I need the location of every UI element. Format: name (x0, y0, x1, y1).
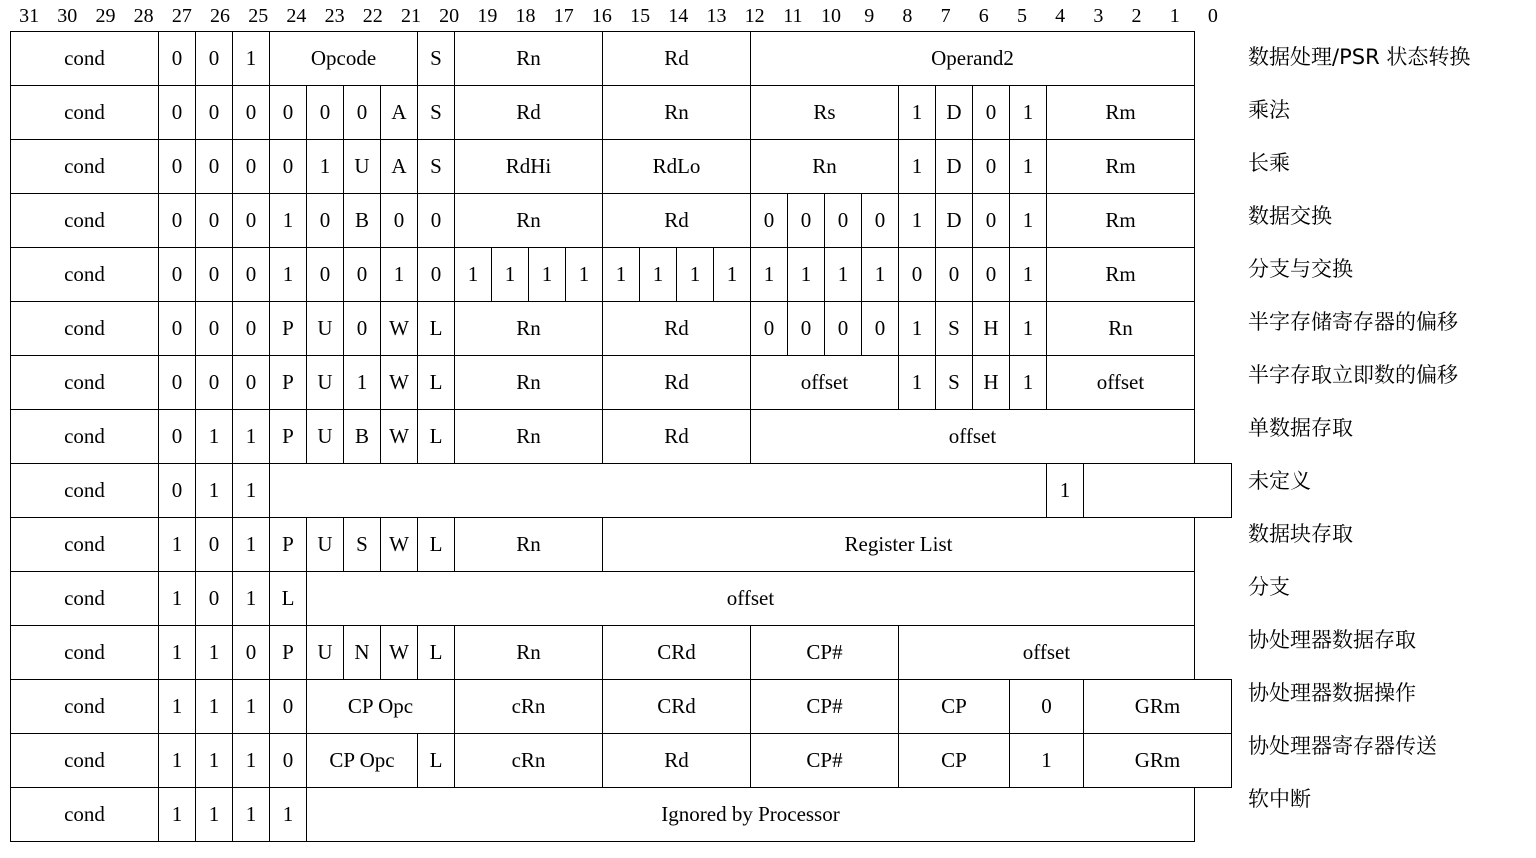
table-row (11, 356, 1232, 410)
instruction-caption: 乘法 (1248, 98, 1290, 122)
bit-number: 1 (1169, 5, 1180, 27)
encoding-field: 1 (603, 248, 640, 302)
encoding-field: Rm (1047, 140, 1195, 194)
encoding-field: 0 (307, 194, 344, 248)
bit-number-ruler (10, 4, 1232, 30)
instruction-encoding-table (10, 31, 1232, 842)
encoding-field: 0 (159, 302, 196, 356)
table-row (11, 194, 1232, 248)
encoding-field: 1 (677, 248, 714, 302)
bit-number: 6 (978, 5, 989, 27)
encoding-field: 0 (788, 302, 825, 356)
encoding-field: 1 (270, 248, 307, 302)
bit-number: 30 (57, 5, 78, 27)
encoding-field: 1 (159, 680, 196, 734)
encoding-field: D (936, 194, 973, 248)
encoding-field-empty (270, 464, 1047, 518)
encoding-field: L (418, 518, 455, 572)
encoding-field: Rn (1047, 302, 1195, 356)
encoding-field: 0 (233, 302, 270, 356)
bit-number: 28 (133, 5, 154, 27)
encoding-field: L (270, 572, 307, 626)
encoding-field: cond (11, 302, 159, 356)
encoding-field: 0 (270, 140, 307, 194)
bit-number: 26 (210, 5, 231, 27)
encoding-field: 0 (788, 194, 825, 248)
bit-number: 11 (783, 5, 803, 27)
instruction-caption: 分支与交换 (1248, 257, 1353, 281)
encoding-field: 1 (899, 86, 936, 140)
encoding-field: 0 (751, 194, 788, 248)
encoding-field: offset (751, 356, 899, 410)
encoding-field: 0 (973, 194, 1010, 248)
encoding-field: 0 (159, 140, 196, 194)
table-row (11, 410, 1232, 464)
encoding-field: L (418, 410, 455, 464)
encoding-field: 0 (344, 86, 381, 140)
encoding-field: 1 (1010, 356, 1047, 410)
encoding-field: CP# (751, 626, 899, 680)
encoding-field: 0 (233, 140, 270, 194)
bit-number: 8 (902, 5, 913, 27)
encoding-field: Rm (1047, 248, 1195, 302)
encoding-field: 1 (196, 680, 233, 734)
encoding-field: 0 (196, 518, 233, 572)
encoding-field: 1 (159, 788, 196, 842)
encoding-field: CP Opc (307, 734, 418, 788)
encoding-field: 0 (233, 626, 270, 680)
encoding-field: 0 (344, 248, 381, 302)
encoding-field: cond (11, 356, 159, 410)
encoding-field: Rd (603, 302, 751, 356)
encoding-field: 0 (159, 194, 196, 248)
instruction-caption: 分支 (1248, 575, 1290, 599)
encoding-field: 0 (233, 86, 270, 140)
encoding-field: 1 (1010, 248, 1047, 302)
encoding-field: 0 (159, 464, 196, 518)
encoding-field: 1 (344, 356, 381, 410)
table-row (11, 572, 1232, 626)
encoding-field: cRn (455, 680, 603, 734)
encoding-field: 0 (862, 194, 899, 248)
encoding-field: 1 (381, 248, 418, 302)
encoding-field: 0 (233, 194, 270, 248)
encoding-field: 0 (973, 140, 1010, 194)
bit-number: 10 (821, 5, 842, 27)
encoding-field: Rn (751, 140, 899, 194)
encoding-field: CP# (751, 734, 899, 788)
encoding-field: U (307, 302, 344, 356)
encoding-field: Rm (1047, 194, 1195, 248)
encoding-field: GRm (1084, 734, 1232, 788)
encoding-field: 1 (751, 248, 788, 302)
encoding-field: offset (751, 410, 1195, 464)
instruction-caption: 数据交换 (1248, 204, 1332, 228)
encoding-field: 1 (233, 734, 270, 788)
bit-number: 18 (515, 5, 536, 27)
table-row (11, 32, 1232, 86)
encoding-field: 0 (751, 302, 788, 356)
encoding-field: D (936, 140, 973, 194)
encoding-field: P (270, 626, 307, 680)
encoding-field: 1 (899, 302, 936, 356)
encoding-field: 0 (973, 86, 1010, 140)
encoding-field: 1 (196, 734, 233, 788)
encoding-field: 0 (196, 32, 233, 86)
encoding-field: 0 (270, 734, 307, 788)
bit-number: 25 (248, 5, 269, 27)
encoding-field: CP (899, 734, 1010, 788)
encoding-field: U (307, 356, 344, 410)
encoding-field: 1 (862, 248, 899, 302)
encoding-field: Rn (603, 86, 751, 140)
encoding-field: 1 (1047, 464, 1084, 518)
encoding-field: 1 (1010, 86, 1047, 140)
encoding-field: L (418, 626, 455, 680)
encoding-field: 0 (825, 302, 862, 356)
encoding-field: W (381, 518, 418, 572)
encoding-field: 1 (1010, 734, 1084, 788)
encoding-field: Rm (1047, 86, 1195, 140)
encoding-field: 1 (640, 248, 677, 302)
encoding-field: Rn (455, 302, 603, 356)
encoding-field: S (418, 86, 455, 140)
encoding-field: offset (899, 626, 1195, 680)
encoding-field: 0 (233, 356, 270, 410)
encoding-field: H (973, 356, 1010, 410)
table-row (11, 140, 1232, 194)
encoding-field: P (270, 518, 307, 572)
encoding-field: S (936, 356, 973, 410)
encoding-field: 0 (270, 680, 307, 734)
instruction-caption: 半字存储寄存器的偏移 (1248, 310, 1458, 334)
encoding-field: 0 (159, 248, 196, 302)
table-row (11, 464, 1232, 518)
encoding-field: 0 (196, 302, 233, 356)
encoding-field: 0 (307, 86, 344, 140)
encoding-field: 0 (196, 194, 233, 248)
encoding-field: cond (11, 788, 159, 842)
encoding-field: S (418, 32, 455, 86)
encoding-field: L (418, 734, 455, 788)
encoding-field: cond (11, 734, 159, 788)
encoding-field: RdLo (603, 140, 751, 194)
encoding-field: Rd (603, 32, 751, 86)
encoding-field: Rn (455, 518, 603, 572)
encoding-field: 1 (159, 518, 196, 572)
bit-number: 21 (400, 5, 421, 27)
encoding-field: 1 (899, 140, 936, 194)
encoding-field: 0 (825, 194, 862, 248)
encoding-field: GRm (1084, 680, 1232, 734)
encoding-field: cond (11, 464, 159, 518)
encoding-field: 0 (159, 410, 196, 464)
table-row (11, 626, 1232, 680)
encoding-field: D (936, 86, 973, 140)
encoding-field: Rd (455, 86, 603, 140)
encoding-field: cond (11, 518, 159, 572)
encoding-field: cond (11, 410, 159, 464)
encoding-field: 0 (307, 248, 344, 302)
bit-number: 3 (1093, 5, 1104, 27)
encoding-field: 1 (159, 572, 196, 626)
encoding-field: B (344, 194, 381, 248)
instruction-caption: 长乘 (1248, 151, 1290, 175)
encoding-field: S (418, 140, 455, 194)
bit-number: 19 (477, 5, 498, 27)
instruction-encoding-body (11, 32, 1232, 842)
bit-number: 2 (1131, 5, 1142, 27)
encoding-field: Rn (455, 410, 603, 464)
encoding-field: P (270, 410, 307, 464)
encoding-field: 1 (714, 248, 751, 302)
instruction-caption: 未定义 (1248, 469, 1311, 493)
encoding-field: Rd (603, 734, 751, 788)
encoding-field: Rs (751, 86, 899, 140)
encoding-field: 0 (159, 32, 196, 86)
encoding-field: W (381, 626, 418, 680)
encoding-field: 1 (1010, 302, 1047, 356)
encoding-field: Rd (603, 356, 751, 410)
encoding-field: Rn (455, 32, 603, 86)
encoding-field: U (307, 626, 344, 680)
bit-number: 22 (362, 5, 383, 27)
encoding-field: S (936, 302, 973, 356)
encoding-field: Rn (455, 626, 603, 680)
encoding-field: 1 (492, 248, 529, 302)
encoding-field: Opcode (270, 32, 418, 86)
encoding-field: 0 (381, 194, 418, 248)
instruction-caption: 单数据存取 (1248, 416, 1353, 440)
encoding-field: W (381, 302, 418, 356)
encoding-field: RdHi (455, 140, 603, 194)
encoding-field: 1 (233, 518, 270, 572)
bit-number: 9 (864, 5, 875, 27)
bit-number: 4 (1055, 5, 1066, 27)
encoding-field: P (270, 356, 307, 410)
encoding-field: 0 (418, 194, 455, 248)
encoding-field: 0 (270, 86, 307, 140)
encoding-field: W (381, 410, 418, 464)
encoding-field: U (344, 140, 381, 194)
encoding-field: 1 (899, 194, 936, 248)
encoding-field: 0 (159, 356, 196, 410)
encoding-field: Rd (603, 410, 751, 464)
encoding-field-empty (1084, 464, 1232, 518)
encoding-field: cRn (455, 734, 603, 788)
encoding-field: 1 (196, 788, 233, 842)
instruction-caption: 协处理器数据存取 (1248, 628, 1416, 652)
encoding-field: 1 (825, 248, 862, 302)
encoding-field: 1 (899, 356, 936, 410)
bit-number: 5 (1016, 5, 1027, 27)
encoding-field: 1 (196, 626, 233, 680)
encoding-field: 1 (270, 194, 307, 248)
bit-number: 29 (95, 5, 116, 27)
encoding-field: 1 (233, 572, 270, 626)
bit-number: 27 (171, 5, 192, 27)
bit-number: 17 (553, 5, 574, 27)
encoding-field: 1 (1010, 140, 1047, 194)
encoding-field: CP Opc (307, 680, 455, 734)
encoding-field: 0 (418, 248, 455, 302)
table-row (11, 788, 1232, 842)
table-row (11, 86, 1232, 140)
encoding-field: 0 (233, 248, 270, 302)
instruction-caption: 协处理器数据操作 (1248, 681, 1416, 705)
encoding-field: L (418, 356, 455, 410)
encoding-field: 1 (159, 626, 196, 680)
encoding-field: cond (11, 248, 159, 302)
encoding-field: 0 (973, 248, 1010, 302)
encoding-field: L (418, 302, 455, 356)
encoding-field: 0 (1010, 680, 1084, 734)
encoding-field: Operand2 (751, 32, 1195, 86)
encoding-field: Rd (603, 194, 751, 248)
bit-number: 13 (706, 5, 727, 27)
encoding-field: N (344, 626, 381, 680)
encoding-field: 0 (862, 302, 899, 356)
instruction-caption: 半字存取立即数的偏移 (1248, 363, 1458, 387)
encoding-field: cond (11, 140, 159, 194)
encoding-field: H (973, 302, 1010, 356)
encoding-field: cond (11, 626, 159, 680)
encoding-field: 0 (196, 356, 233, 410)
encoding-field: 1 (196, 410, 233, 464)
encoding-field: cond (11, 32, 159, 86)
encoding-field: 0 (196, 572, 233, 626)
encoding-field: 0 (196, 86, 233, 140)
encoding-field: 0 (936, 248, 973, 302)
bit-number: 0 (1207, 5, 1218, 27)
table-row (11, 680, 1232, 734)
encoding-field: 1 (233, 410, 270, 464)
encoding-field: A (381, 86, 418, 140)
encoding-field: 1 (455, 248, 492, 302)
table-row (11, 734, 1232, 788)
encoding-field: 1 (788, 248, 825, 302)
encoding-field: 0 (899, 248, 936, 302)
encoding-field: 1 (270, 788, 307, 842)
encoding-field: B (344, 410, 381, 464)
encoding-field: 1 (566, 248, 603, 302)
encoding-field: 1 (233, 680, 270, 734)
encoding-field: Rn (455, 194, 603, 248)
table-row (11, 302, 1232, 356)
encoding-field: cond (11, 86, 159, 140)
encoding-field: 1 (307, 140, 344, 194)
encoding-field: cond (11, 680, 159, 734)
bit-number: 7 (940, 5, 951, 27)
encoding-field: S (344, 518, 381, 572)
bit-number: 14 (668, 5, 689, 27)
instruction-caption: 软中断 (1248, 787, 1311, 811)
instruction-caption: 协处理器寄存器传送 (1248, 734, 1437, 758)
encoding-field: 1 (1010, 194, 1047, 248)
encoding-field: Ignored by Processor (307, 788, 1195, 842)
encoding-field: cond (11, 572, 159, 626)
table-row (11, 518, 1232, 572)
encoding-field: Register List (603, 518, 1195, 572)
instruction-caption-list (1248, 31, 1534, 826)
encoding-field: 0 (344, 302, 381, 356)
encoding-field: CP# (751, 680, 899, 734)
bit-number: 16 (591, 5, 612, 27)
encoding-field: offset (307, 572, 1195, 626)
encoding-field: 1 (159, 734, 196, 788)
bit-number: 12 (744, 5, 765, 27)
encoding-field: 1 (529, 248, 566, 302)
encoding-field: CP (899, 680, 1010, 734)
encoding-field: CRd (603, 680, 751, 734)
encoding-field: CRd (603, 626, 751, 680)
encoding-field: W (381, 356, 418, 410)
bit-number: 24 (286, 5, 307, 27)
bit-number: 23 (324, 5, 345, 27)
encoding-field: 1 (233, 464, 270, 518)
table-row (11, 248, 1232, 302)
encoding-field: P (270, 302, 307, 356)
bit-number: 15 (630, 5, 651, 27)
encoding-field: 0 (196, 140, 233, 194)
bit-number: 31 (19, 5, 40, 27)
encoding-field: 1 (196, 464, 233, 518)
encoding-field: U (307, 518, 344, 572)
encoding-field: 1 (233, 788, 270, 842)
instruction-caption: 数据处理/PSR 状态转换 (1248, 45, 1471, 69)
bit-number: 20 (439, 5, 460, 27)
encoding-field: 0 (159, 86, 196, 140)
encoding-field: 0 (196, 248, 233, 302)
encoding-field: 1 (233, 32, 270, 86)
encoding-field: offset (1047, 356, 1195, 410)
encoding-field: cond (11, 194, 159, 248)
encoding-field: A (381, 140, 418, 194)
encoding-field: Rn (455, 356, 603, 410)
encoding-field: U (307, 410, 344, 464)
instruction-caption: 数据块存取 (1248, 522, 1353, 546)
